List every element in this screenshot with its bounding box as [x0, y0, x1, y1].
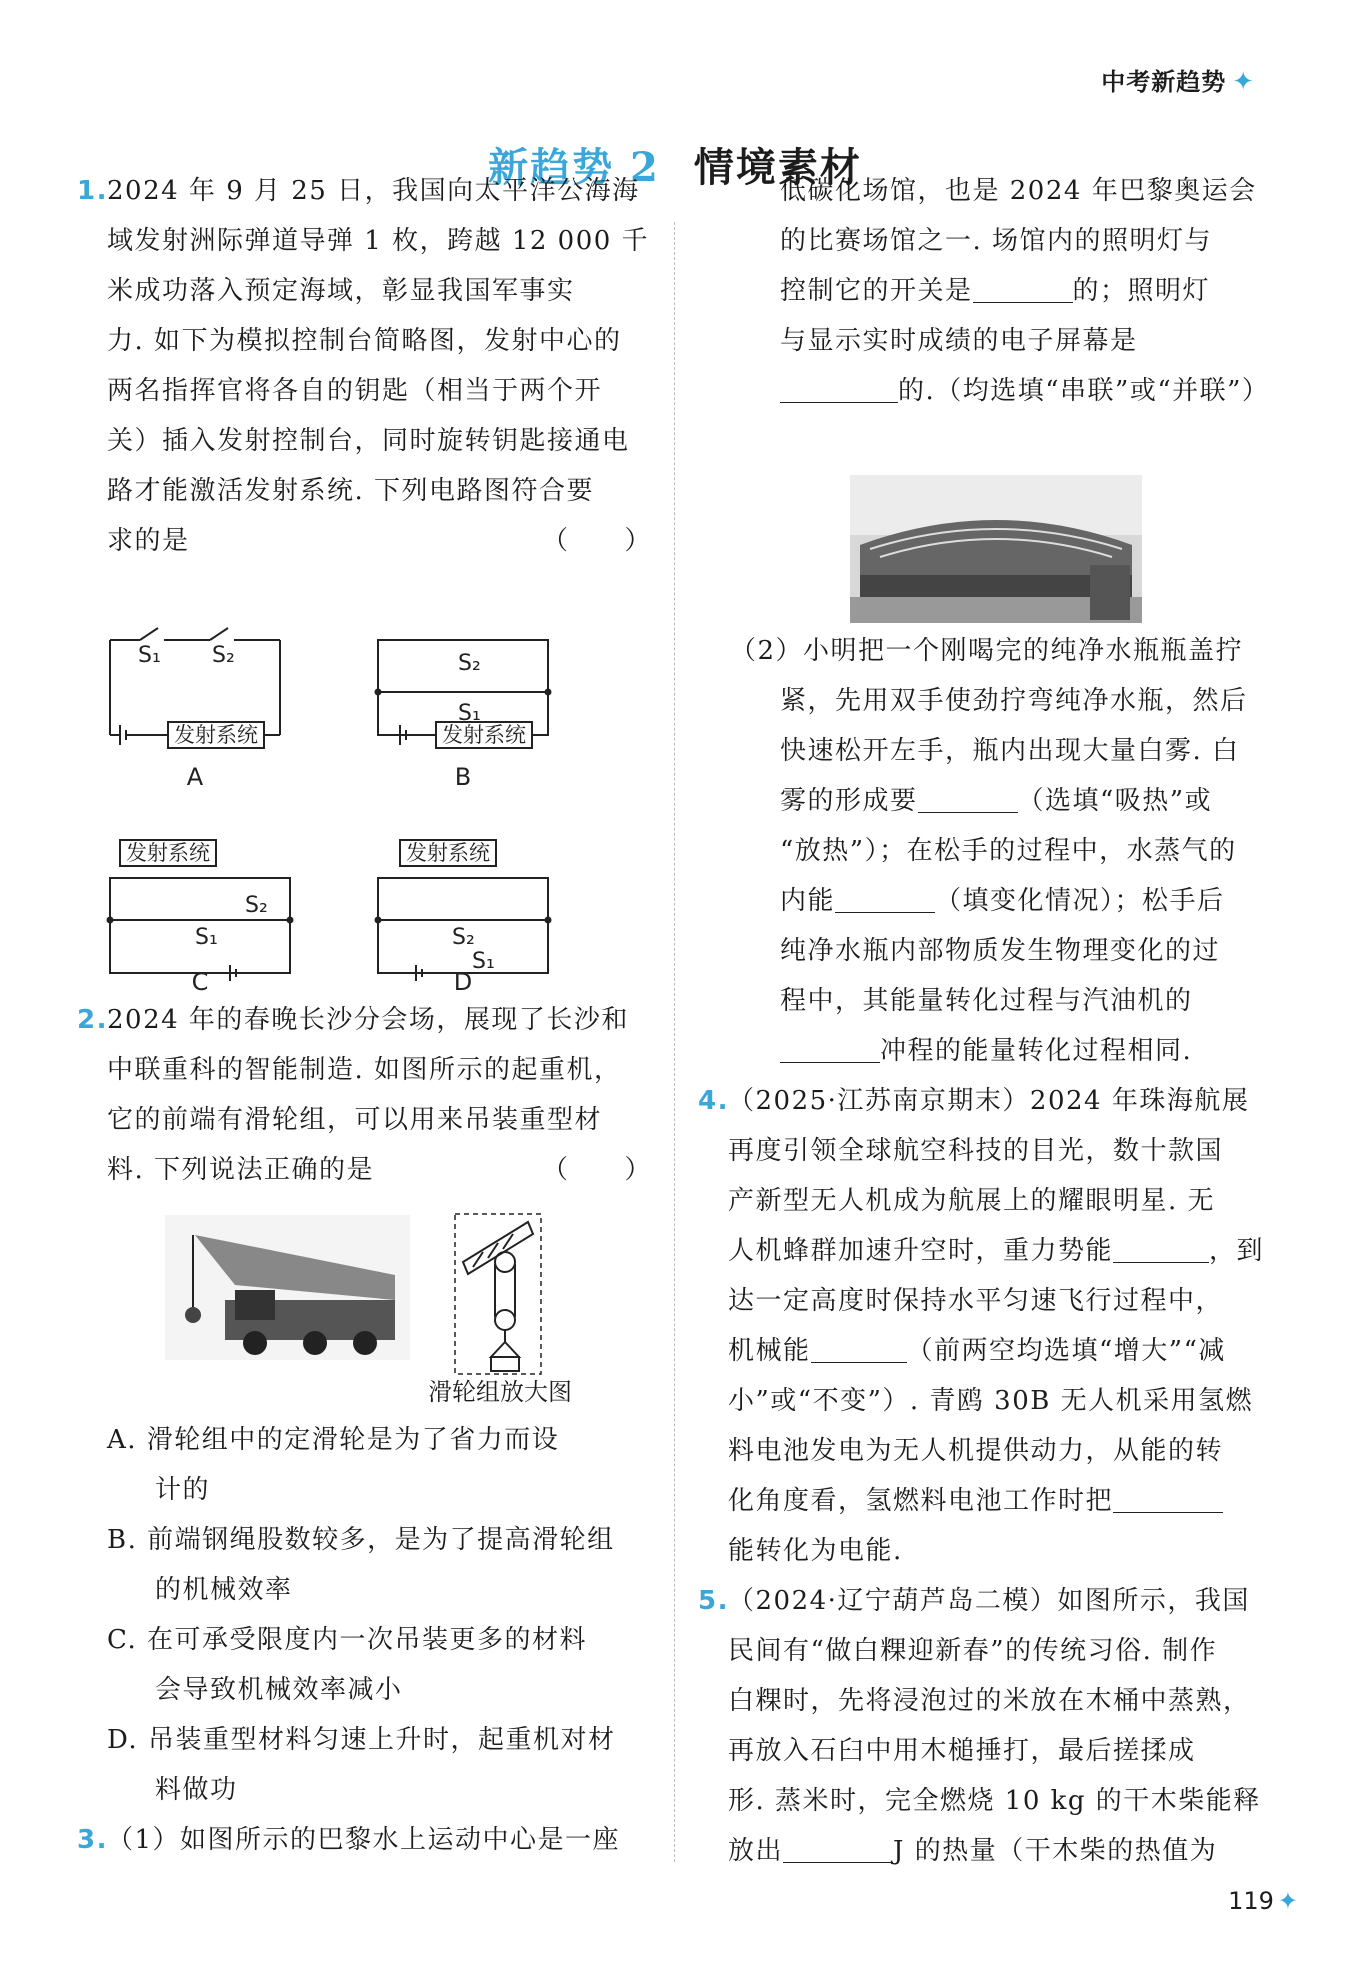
- svg-text:发射系统: 发射系统: [442, 723, 526, 747]
- pulley-zoom-image: [453, 1212, 543, 1377]
- question-3-part2: （2）小明把一个刚喝完的纯净水瓶瓶盖拧 紧，先用双手使劲拧弯纯净水瓶，然后 快速松开左手，瓶内出现大量白雾. 白 雾的形成要 （选填“吸热”或 “放热”）；在松手的过程中，水蒸气的 内能 （填变化情况）；松手后 纯净水瓶内部物质发生物理变化的过 程中，其能量转化过程与汽油机的 冲程的能量转化过程相同.: [730, 636, 1248, 1066]
- svg-text:D: D: [453, 968, 473, 995]
- crane-image: [165, 1215, 410, 1360]
- question-1: 1.2024 年 9 月 25 日，我国向太平洋公海海 域发射洲际弹道导弹 1 枚，跨越 12 000 千 米成功落入预定海域，彰显我国军事实 力. 如下为模拟控制台简略图，发射中心的 两名指挥官将各自的钥匙（相当于两个开 关）插入发射控制台，同时旋转钥匙接通电 路才能激活发射系统. 下列电路图符合要 求的是 （ ）: [107, 166, 652, 566]
- answer-blank[interactable]: [835, 882, 935, 913]
- svg-text:S₂: S₂: [452, 925, 475, 950]
- svg-text:S₂: S₂: [245, 893, 268, 918]
- answer-blank[interactable]: [811, 1332, 907, 1363]
- option-d: D. 吊装重型材料匀速上升时，起重机对材 料做功: [107, 1725, 616, 1805]
- column-divider: [674, 222, 675, 1862]
- pulley-caption: 滑轮组放大图: [428, 1378, 572, 1406]
- svg-text:发射系统: 发射系统: [126, 841, 210, 865]
- answer-bracket: （ ）: [541, 526, 652, 556]
- answer-blank[interactable]: [973, 272, 1073, 303]
- svg-text:B: B: [454, 763, 472, 791]
- question-2: 2.2024 年的春晚长沙分会场，展现了长沙和 中联重科的智能制造. 如图所示的起重机， 它的前端有滑轮组，可以用来吊装重型材 料. 下列说法正确的是 （ ）: [107, 995, 652, 1195]
- stadium-image: [850, 475, 1142, 623]
- question-3-part1: 低碳化场馆，也是 2024 年巴黎奥运会 的比赛场馆之一. 场馆内的照明灯与 控制它的开关是 的；照明灯 与显示实时成绩的电子屏幕是 的.（均选填“串联”或“并联”）: [780, 176, 1270, 406]
- question-4: 4.（2025·江苏南京期末）2024 年珠海航展 再度引领全球航空科技的目光，数十款国 产新型无人机成为航展上的耀眼明星. 无 人机蜂群加速升空时，重力势能 ，到 达一定高度时保持水平匀速飞行过程中， 机械能 （前两空均选填“增大”“减 小”或“不变”）. 青鸥 30B 无人机采用氢燃 料电池发电为无人机提供动力，从能的转 化角度看，氢燃料电池工作时把 能转化为电能.: [698, 1086, 1265, 1566]
- answer-blank[interactable]: [780, 1032, 880, 1063]
- circuit-diagrams: [100, 620, 560, 995]
- svg-text:S₁: S₁: [458, 701, 481, 726]
- svg-text:A: A: [186, 763, 204, 791]
- left-column: [77, 166, 652, 566]
- svg-text:S₂: S₂: [212, 643, 235, 668]
- page-number: 119 ✦: [1228, 1887, 1298, 1915]
- svg-text:S₁: S₁: [138, 643, 161, 668]
- answer-blank[interactable]: [918, 782, 1018, 813]
- svg-text:发射系统: 发射系统: [174, 723, 258, 747]
- question-2-options: A. 滑轮组中的定滑轮是为了省力而设 计的 B. 前端钢绳股数较多，是为了提高滑轮组 的机械效率 C. 在可承受限度内一次吊装更多的材料 会导致机械效率减小 D. 吊装重型材料匀速上升时，起重机对材 料做功 3.（1）如图所示的巴黎水上运动中心是一座: [107, 1415, 652, 1865]
- header-tag: 中考新趋势 ✦: [1101, 67, 1255, 97]
- option-b: B. 前端钢绳股数较多，是为了提高滑轮组 的机械效率: [107, 1525, 615, 1605]
- question-5: 5.（2024·辽宁葫芦岛二模）如图所示，我国 民间有“做白粿迎新春”的传统习俗. 制作 白粿时，先将浸泡过的米放在木桶中蒸熟， 再放入石臼中用木槌捶打，最后搓揉成 形. 蒸米时，完全燃烧 10 kg 的干木柴能释 放出 J 的热量（干木柴的热值为: [698, 1586, 1261, 1866]
- svg-text:S₁: S₁: [472, 949, 495, 974]
- option-c: C. 在可承受限度内一次吊装更多的材料 会导致机械效率减小: [107, 1625, 587, 1705]
- sparkle-icon: ✦: [1232, 67, 1255, 97]
- svg-text:C: C: [191, 968, 209, 995]
- answer-blank[interactable]: [1113, 1482, 1223, 1513]
- svg-text:S₁: S₁: [195, 925, 218, 950]
- answer-blank[interactable]: [780, 372, 898, 403]
- answer-blank[interactable]: [783, 1832, 893, 1863]
- option-a: A. 滑轮组中的定滑轮是为了省力而设 计的: [107, 1425, 560, 1505]
- sparkle-icon: ✦: [1277, 1887, 1298, 1915]
- answer-blank[interactable]: [1113, 1232, 1209, 1263]
- page-title: 新趋势 2 情境素材: [488, 144, 862, 191]
- answer-bracket: （ ）: [541, 1155, 652, 1185]
- svg-text:发射系统: 发射系统: [406, 841, 490, 865]
- svg-text:S₂: S₂: [458, 651, 481, 676]
